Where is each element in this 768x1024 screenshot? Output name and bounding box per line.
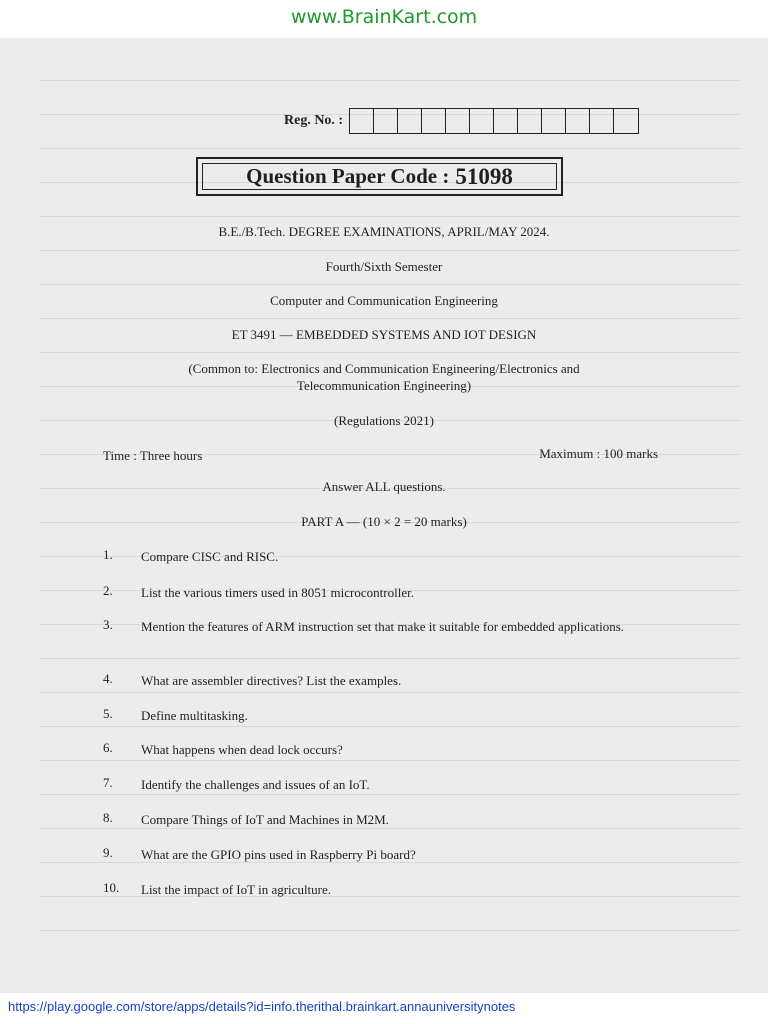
- reg-no-box: [614, 109, 638, 133]
- question-text: Define multitasking.: [141, 708, 248, 723]
- common-to-line-2: Telecommunication Engineering): [296, 378, 472, 393]
- reg-no-box: [470, 109, 494, 133]
- question-number: 6.: [103, 740, 113, 755]
- reg-no-boxes: [349, 108, 639, 134]
- part-a-heading: PART A — (10 × 2 = 20 marks): [301, 514, 467, 529]
- question-text: Compare CISC and RISC.: [141, 549, 279, 564]
- reg-no-box: [446, 109, 470, 133]
- reg-no-box: [566, 109, 590, 133]
- paper-code-label: Question Paper Code :: [246, 164, 450, 188]
- semester: Fourth/Sixth Semester: [325, 259, 443, 274]
- question-text: What happens when dead lock occurs?: [141, 742, 343, 757]
- footer-link[interactable]: https://play.google.com/store/apps/details?id=info.therithal.brainkart.annauniversitynotes: [8, 999, 516, 1014]
- instruction: Answer ALL questions.: [322, 479, 446, 494]
- reg-no-label: Reg. No. :: [284, 113, 344, 128]
- question-number: 7.: [103, 775, 113, 790]
- paper-code-inner: [202, 163, 557, 190]
- paper-code-box: [196, 157, 563, 196]
- question-number: 3.: [103, 617, 113, 632]
- question-number: 10.: [103, 880, 120, 895]
- reg-no-box: [398, 109, 422, 133]
- exam-title: B.E./B.Tech. DEGREE EXAMINATIONS, APRIL/MAY 2024.: [218, 224, 550, 239]
- question-number: 4.: [103, 671, 113, 686]
- reg-no-box: [374, 109, 398, 133]
- regulations: (Regulations 2021): [333, 413, 434, 428]
- reg-no-field: [284, 108, 639, 134]
- question-text: What are the GPIO pins used in Raspberry Pi board?: [141, 847, 416, 862]
- site-header[interactable]: www.BrainKart.com: [290, 6, 478, 28]
- paper-code: 51098: [455, 163, 513, 189]
- question-number: 1.: [103, 547, 113, 562]
- reg-no-box: [350, 109, 374, 133]
- question-text: Identify the challenges and issues of an IoT.: [141, 777, 370, 792]
- time-allowed: Time : Three hours: [103, 448, 203, 463]
- question-text: Mention the features of ARM instruction set that make it suitable for embedded applications.: [141, 619, 625, 634]
- reg-no-box: [590, 109, 614, 133]
- question-text: What are assembler directives? List the examples.: [141, 673, 402, 688]
- question-text: List the impact of IoT in agriculture.: [141, 882, 332, 897]
- course-title: ET 3491 — EMBEDDED SYSTEMS AND IOT DESIGN: [231, 327, 537, 342]
- reg-no-box: [518, 109, 542, 133]
- question-number: 5.: [103, 706, 113, 721]
- question-text: List the various timers used in 8051 microcontroller.: [141, 585, 414, 600]
- question-number: 2.: [103, 583, 113, 598]
- department: Computer and Communication Engineering: [270, 293, 498, 308]
- reg-no-box: [542, 109, 566, 133]
- question-number: 8.: [103, 810, 113, 825]
- question-text: Compare Things of IoT and Machines in M2M.: [141, 812, 389, 827]
- reg-no-box: [422, 109, 446, 133]
- maximum-marks: Maximum : 100 marks: [539, 446, 658, 461]
- question-number: 9.: [103, 845, 113, 860]
- reg-no-box: [494, 109, 518, 133]
- common-to-line-1: (Common to: Electronics and Communication Engineering/Electronics and: [188, 361, 580, 376]
